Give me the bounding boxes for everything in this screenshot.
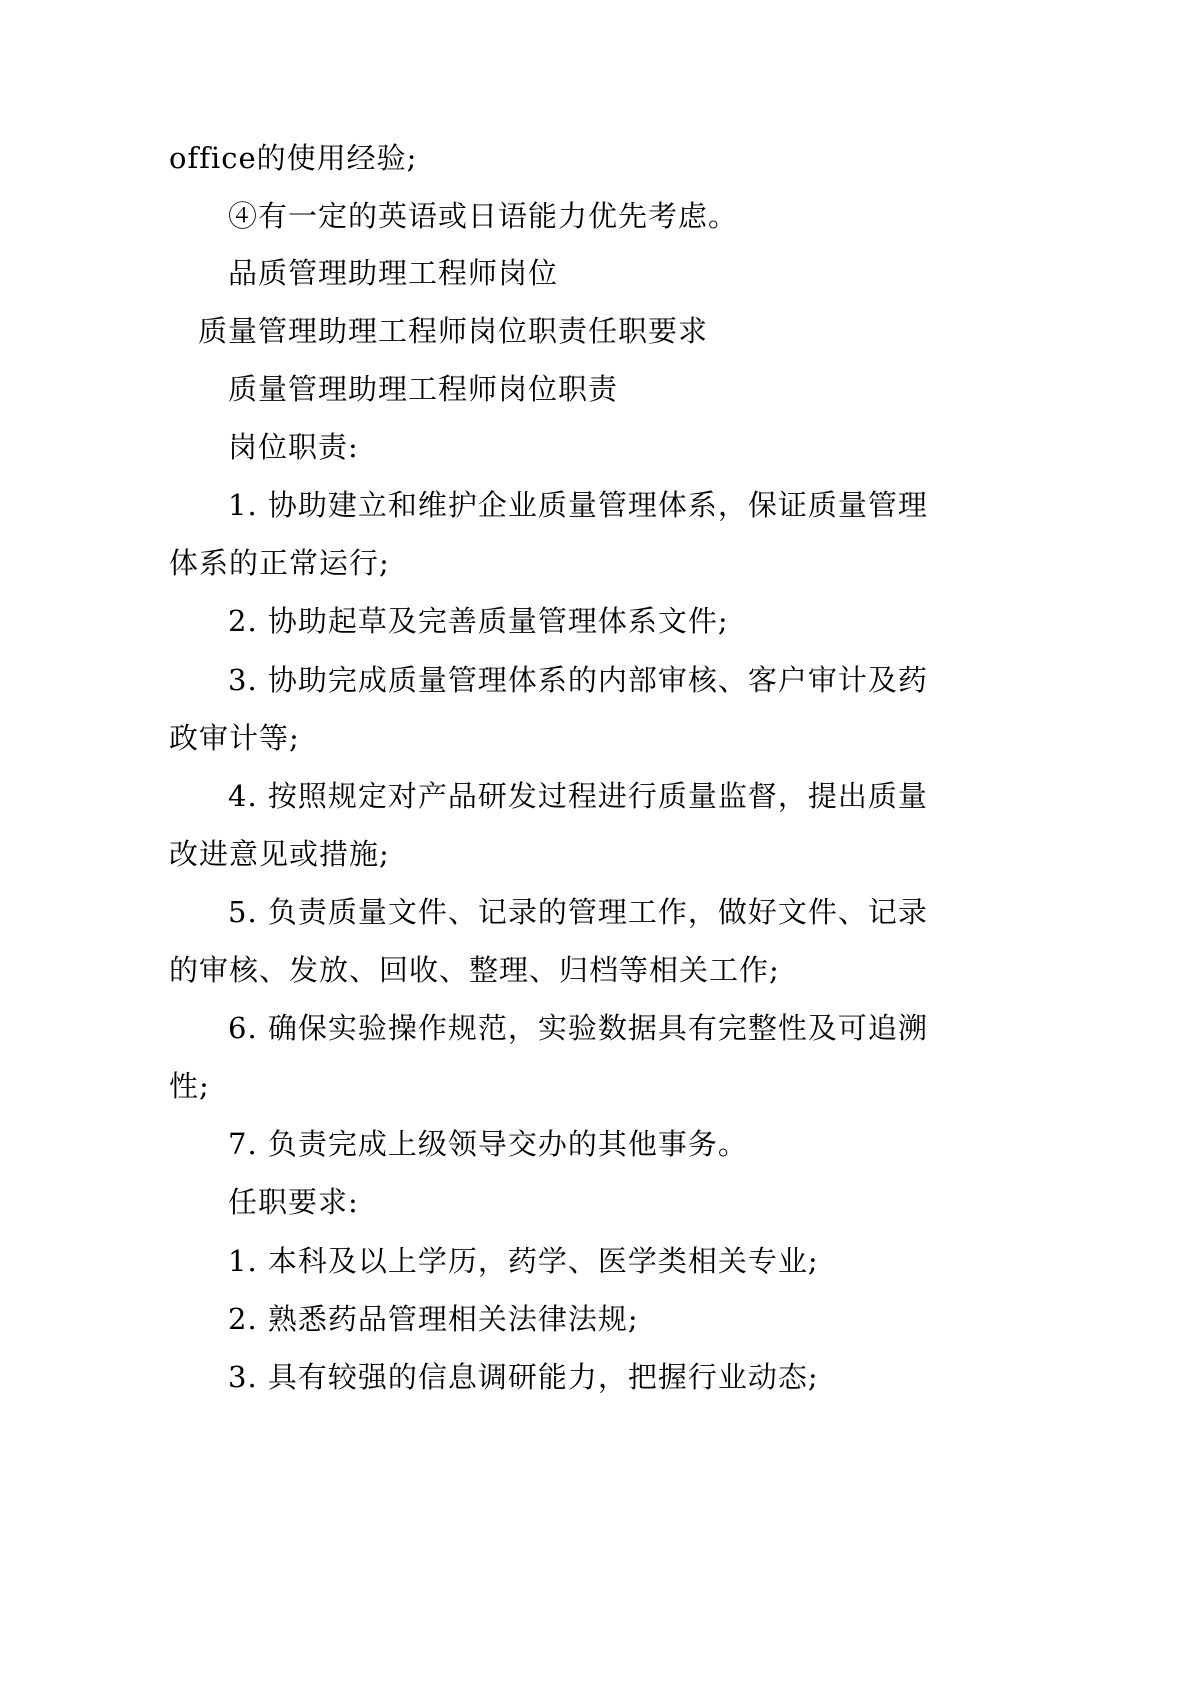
list-item-continuation: 体系的正常运行; [169,546,390,580]
list-item-continuation: 改进意见或措施; [169,837,390,871]
list-item: 1. 协助建立和维护企业质量管理体系，保证质量管理 [228,488,928,522]
list-item-continuation: 性; [169,1069,210,1103]
subheading: 岗位职责: [228,430,359,464]
section-heading: 品质管理助理工程师岗位 [228,256,559,290]
list-item: 3. 协助完成质量管理体系的内部审核、客户审计及药 [228,663,928,697]
section-heading: 质量管理助理工程师岗位职责任职要求 [198,314,709,348]
section-heading: 质量管理助理工程师岗位职责 [228,372,619,406]
list-item: 6. 确保实验操作规范，实验数据具有完整性及可追溯 [228,1011,928,1045]
text-line: office的使用经验; [169,141,418,175]
text-line: ④有一定的英语或日语能力优先考虑。 [228,199,739,233]
subheading: 任职要求: [228,1185,359,1219]
list-item-continuation: 政审计等; [169,721,300,755]
list-item-continuation: 的审核、发放、回收、整理、归档等相关工作; [169,953,780,987]
list-item: 7. 负责完成上级领导交办的其他事务。 [228,1127,748,1161]
list-item: 2. 熟悉药品管理相关法律法规; [228,1302,639,1336]
list-item: 3. 具有较强的信息调研能力，把握行业动态; [228,1360,819,1394]
list-item: 4. 按照规定对产品研发过程进行质量监督，提出质量 [228,779,928,813]
list-item: 1. 本科及以上学历，药学、医学类相关专业; [228,1244,819,1278]
list-item: 5. 负责质量文件、记录的管理工作，做好文件、记录 [228,895,928,929]
list-item: 2. 协助起草及完善质量管理体系文件; [228,604,729,638]
